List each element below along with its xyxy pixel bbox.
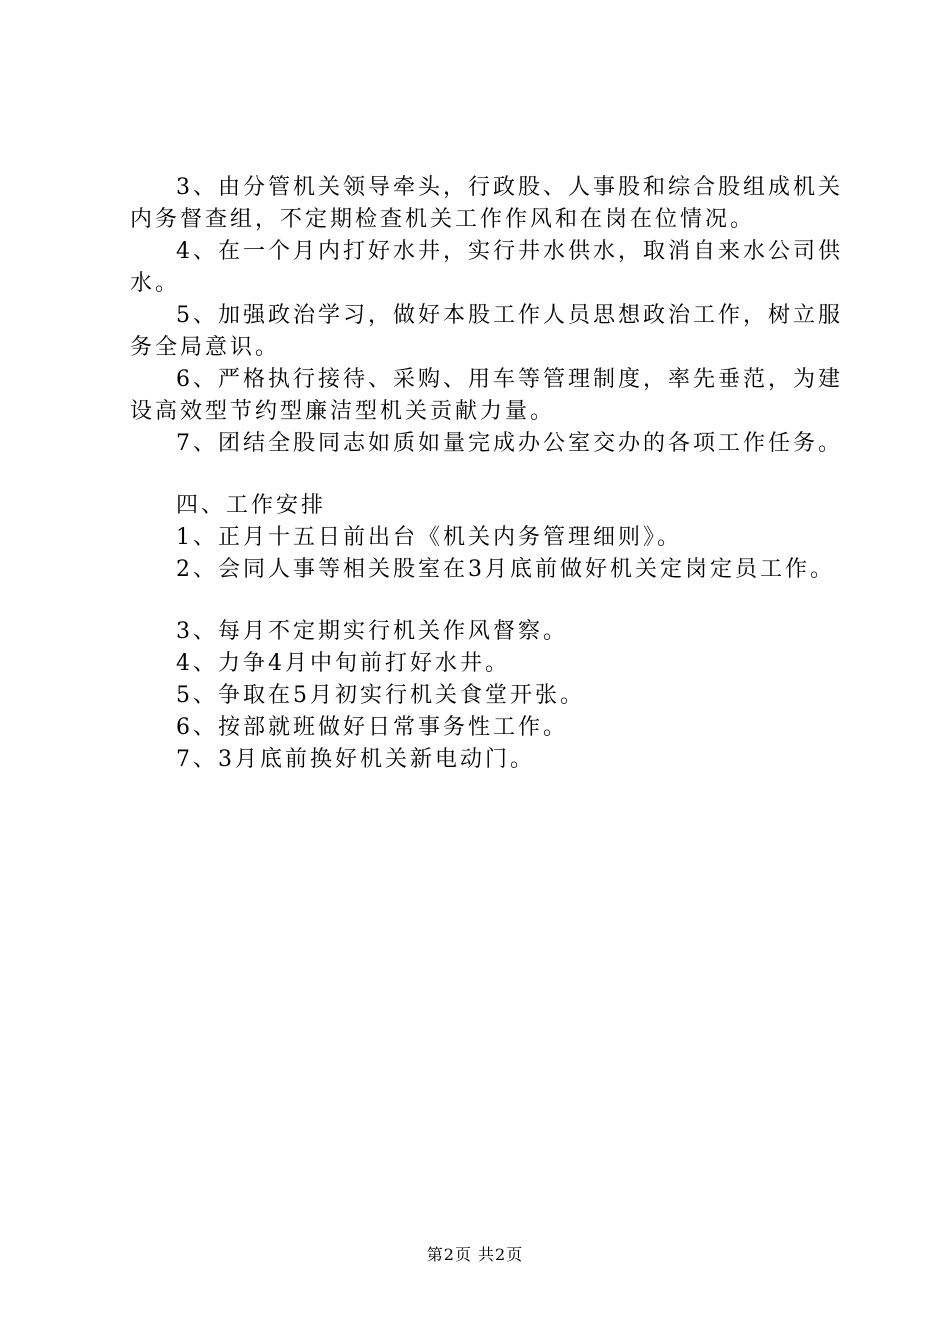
measure-item-3: 3、由分管机关领导牵头，行政股、人事股和综合股组成机关内务督查组，不定期检查机关工作作风和在岗在位情况。 [130, 175, 843, 232]
arrangement-item-6: 6、按部就班做好日常事务性工作。 [176, 715, 568, 740]
arrangement-item-1: 1、正月十五日前出台《机关内务管理细则》。 [176, 525, 682, 550]
arrangement-item-2: 2、会同人事等相关股室在3月底前做好机关定岗定员工作。 [176, 557, 835, 582]
measure-item-5: 5、加强政治学习，做好本股工作人员思想政治工作，树立服务全局意识。 [130, 303, 843, 360]
arrangement-item-5: 5、争取在5月初实行机关食堂开张。 [176, 683, 585, 708]
arrangement-item-3: 3、每月不定期实行机关作风督察。 [176, 619, 568, 644]
page-footer: 第2页 共2页 [426, 1245, 524, 1264]
item-gap [130, 586, 850, 616]
measure-item-4: 4、在一个月内打好水井，实行井水供水，取消自来水公司供水。 [130, 239, 843, 296]
measure-item-7: 7、团结全股同志如质如量完成办公室交办的各项工作任务。 [176, 431, 843, 456]
document-body [130, 172, 850, 776]
measure-item-6: 6、严格执行接待、采购、用车等管理制度，率先垂范，为建设高效型节约型廉洁型机关贡献力量。 [130, 367, 843, 424]
section-gap [130, 460, 850, 490]
section-heading-work-arrangement: 四、工作安排 [176, 493, 327, 518]
arrangement-item-7: 7、3月底前换好机关新电动门。 [176, 747, 535, 772]
arrangement-item-4: 4、力争4月中旬前打好水井。 [176, 651, 510, 676]
